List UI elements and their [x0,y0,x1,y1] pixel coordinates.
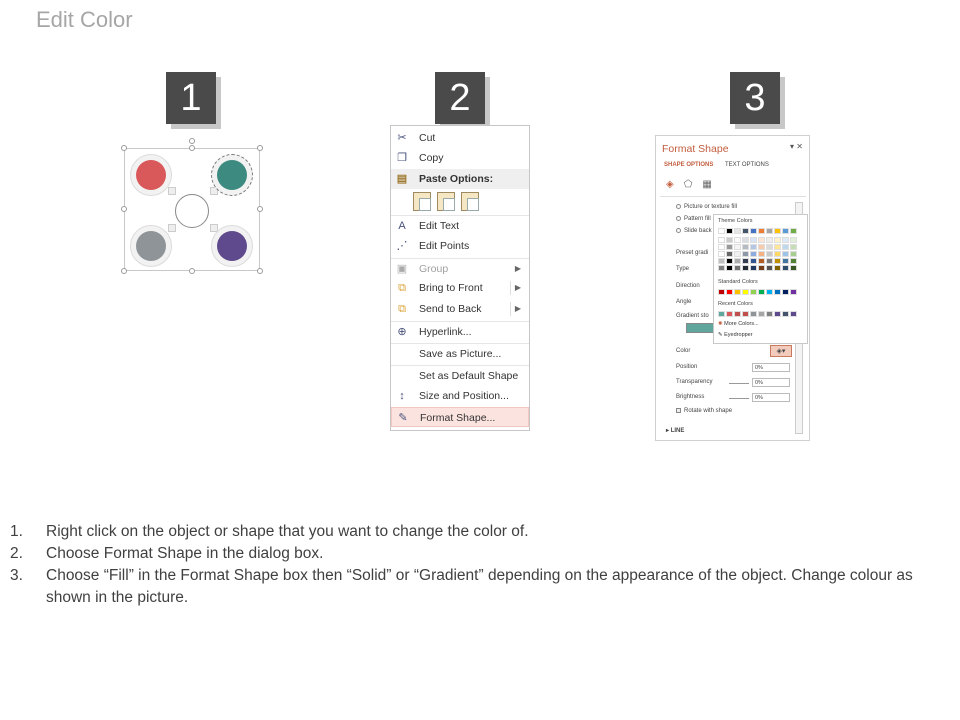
color-swatch[interactable] [718,258,725,264]
instructions-list [10,521,950,609]
paste-picture-icon[interactable] [461,192,479,211]
color-swatch[interactable] [742,244,749,250]
color-swatch[interactable] [782,251,789,257]
color-swatch[interactable] [774,289,781,295]
circle-shape-purple[interactable] [211,225,253,267]
color-swatch[interactable] [758,258,765,264]
position-field[interactable]: 0% [752,363,790,372]
color-swatch[interactable] [782,258,789,264]
color-swatch[interactable] [774,311,781,317]
color-swatch[interactable] [750,251,757,257]
color-swatch[interactable] [750,311,757,317]
color-swatch[interactable] [734,228,741,234]
color-swatch[interactable] [790,251,797,257]
eyedropper-icon: ✎ [718,332,725,338]
paste-destination-theme-icon[interactable] [437,192,455,211]
color-swatch[interactable] [782,311,789,317]
color-swatch[interactable] [734,289,741,295]
brightness-slider[interactable] [729,398,749,399]
menu-item-label: Copy [419,152,444,164]
list-number: 1. [10,523,23,540]
list-number: 2. [10,545,23,562]
color-swatch[interactable] [734,237,741,243]
color-swatch[interactable] [726,289,733,295]
divider [660,196,806,197]
scissors-icon: ✂ [397,132,407,144]
color-swatch[interactable] [726,228,733,234]
color-swatch[interactable] [766,258,773,264]
standard-color-row [718,289,797,295]
tab-shape-options[interactable]: SHAPE OPTIONS [664,162,714,168]
color-swatch[interactable] [734,258,741,264]
color-swatch[interactable] [758,228,765,234]
color-swatch[interactable] [742,228,749,234]
checkbox[interactable] [676,408,681,413]
theme-shade-row [718,265,797,271]
list-number: 3. [10,567,23,584]
resize-handle[interactable] [257,145,263,151]
circle-fill [136,160,166,190]
menu-item-label: Format Shape... [420,412,496,424]
menu-item-label: Bring to Front [419,282,483,294]
color-swatch[interactable] [742,251,749,257]
color-swatch[interactable] [790,244,797,250]
context-menu [390,125,530,431]
color-swatch[interactable] [766,237,773,243]
menu-item-hyperlink[interactable] [391,321,529,341]
split-divider [510,281,511,295]
color-swatch[interactable] [750,237,757,243]
menu-item-save-as-picture[interactable] [391,343,529,363]
eyedropper-link[interactable] [718,332,753,338]
color-swatch[interactable] [790,289,797,295]
edit-points-icon: ⋰ [396,240,408,252]
section-line[interactable] [666,427,684,434]
color-swatch[interactable] [742,237,749,243]
color-swatch[interactable] [758,237,765,243]
pane-icon-row [666,179,722,190]
recent-color-row [718,311,797,317]
menu-item-paste-options [391,169,529,189]
color-swatch[interactable] [790,228,797,234]
color-swatch[interactable] [758,289,765,295]
color-swatch[interactable] [726,311,733,317]
theme-shades-grid [718,237,797,272]
color-swatch[interactable] [726,237,733,243]
group-icon: ▣ [396,263,408,275]
color-swatch[interactable] [726,265,733,271]
size-position-icon: ↕ [399,390,405,402]
color-swatch[interactable] [766,289,773,295]
submenu-arrow-icon[interactable]: ▶ [514,304,521,313]
menu-item-group[interactable] [391,258,529,278]
label-type: Type [676,266,690,272]
menu-item-edit-text[interactable] [391,215,529,235]
more-colors-label: More Colors... [724,321,759,327]
format-shape-icon: ✎ [398,412,408,424]
connector-shape [168,224,176,232]
color-swatch[interactable] [774,251,781,257]
split-divider [510,302,511,316]
color-swatch[interactable] [790,237,797,243]
menu-item-label: Paste Options: [419,173,494,185]
menu-item-label: Hyperlink... [419,326,472,338]
color-swatch[interactable] [782,228,789,234]
theme-colors-label: Theme Colors [718,218,753,224]
size-properties-icon[interactable]: ▦ [702,179,712,190]
menu-item-label: Send to Back [419,303,482,315]
color-swatch[interactable] [766,251,773,257]
color-swatch[interactable] [750,265,757,271]
radio-button[interactable] [676,204,681,209]
option-rotate-with-shape[interactable] [676,408,732,414]
center-circle-shape[interactable] [175,194,209,228]
color-swatch[interactable] [718,311,725,317]
list-item [10,543,950,565]
color-swatch[interactable] [782,237,789,243]
color-swatch[interactable] [742,289,749,295]
transparency-slider[interactable] [729,383,749,384]
list-text: Choose “Fill” in the Format Shape box then “Solid” or “Gradient” depending on the appearance of the object. Change colour as shown in the picture. [46,567,913,606]
radio-button[interactable] [676,228,681,233]
circle-fill [136,231,166,261]
color-swatch[interactable] [774,258,781,264]
resize-handle[interactable] [121,268,127,274]
color-swatch[interactable] [734,311,741,317]
resize-handle[interactable] [257,206,263,212]
hyperlink-icon: ⊕ [397,326,407,338]
menu-item-label: Cut [419,132,436,144]
color-swatch[interactable] [758,311,765,317]
color-swatch[interactable] [758,244,765,250]
color-wheel-icon: ✺ [718,321,725,327]
standard-colors-label: Standard Colors [718,279,758,285]
slide-title: Edit Color [36,7,133,32]
section-label: LINE [670,428,685,434]
menu-item-send-to-back[interactable] [391,299,529,319]
menu-item-size-and-position[interactable] [391,386,529,406]
circle-shape-teal[interactable] [211,154,253,196]
menu-item-label: Set as Default Shape [419,370,519,382]
selected-shape-group[interactable] [124,148,260,271]
menu-item-label: Group [419,263,449,275]
theme-color-row [718,228,797,234]
transparency-field[interactable]: 0% [752,378,790,387]
color-swatch[interactable] [774,237,781,243]
option-pattern-fill[interactable] [676,216,711,222]
color-swatch[interactable] [750,228,757,234]
paste-options-row [413,192,503,212]
menu-item-label: Save as Picture... [419,348,502,360]
color-swatch[interactable] [790,265,797,271]
color-swatch[interactable] [758,251,765,257]
color-swatch[interactable] [718,251,725,257]
paste-icon: ▤ [396,173,408,185]
theme-shade-row [718,244,797,250]
color-swatch[interactable] [726,258,733,264]
menu-item-edit-points[interactable] [391,236,529,256]
menu-item-copy[interactable] [391,148,529,168]
color-swatch[interactable] [718,228,725,234]
fill-line-icon[interactable]: ◈ [666,179,674,190]
option-picture-fill[interactable] [676,204,737,210]
pane-title: Format Shape [662,143,729,155]
circle-shape-gray[interactable] [130,225,172,267]
theme-shade-row [718,237,797,243]
color-swatch[interactable] [742,258,749,264]
label-brightness: Brightness [676,394,705,400]
color-swatch[interactable] [750,244,757,250]
color-swatch[interactable] [782,265,789,271]
color-swatch[interactable] [782,289,789,295]
label-gradient-stops: Gradient sto [676,313,709,319]
menu-item-bring-to-front[interactable] [391,278,529,298]
label-color: Color [676,348,691,354]
tab-text-options[interactable]: TEXT OPTIONS [725,162,769,168]
list-item [10,565,950,609]
list-text: Right click on the object or shape that you want to change the color of. [46,523,529,540]
color-swatch[interactable] [734,251,741,257]
brightness-field[interactable]: 0% [752,393,790,402]
color-palette-dropdown [713,214,808,344]
list-item [10,521,950,543]
color-swatch[interactable] [790,311,797,317]
color-swatch[interactable] [742,265,749,271]
option-slide-background[interactable] [676,228,712,234]
paste-keep-formatting-icon[interactable] [413,192,431,211]
step-number-3: 3 [730,72,780,124]
step-number-1: 1 [166,72,216,124]
color-swatch[interactable] [790,258,797,264]
option-label: Rotate with shape [684,408,733,415]
color-swatch[interactable] [774,244,781,250]
submenu-arrow-icon: ▶ [514,264,521,273]
bring-to-front-icon: ⧉ [398,282,406,294]
color-swatch[interactable] [774,265,781,271]
color-swatch[interactable] [718,289,725,295]
option-label: Slide back [684,228,712,235]
color-swatch[interactable] [766,265,773,271]
radio-button[interactable] [676,216,681,221]
recent-colors-label: Recent Colors [718,301,753,307]
color-swatch[interactable] [758,265,765,271]
eyedropper-label: Eyedropper [724,332,753,338]
color-swatch[interactable] [782,244,789,250]
color-swatch[interactable] [766,228,773,234]
color-swatch[interactable] [718,237,725,243]
connector-shape [168,187,176,195]
resize-handle[interactable] [121,145,127,151]
menu-item-label: Size and Position... [419,390,509,402]
send-to-back-icon: ⧉ [398,303,406,315]
edit-text-icon: A [398,220,406,232]
menu-item-format-shape[interactable] [391,407,529,427]
color-swatch[interactable] [766,244,773,250]
label-angle: Angle [676,299,692,305]
color-picker-button[interactable]: ◈▾ [770,345,792,357]
resize-handle[interactable] [257,268,263,274]
pane-close-icon[interactable]: ▾ ✕ [790,142,803,151]
effects-icon[interactable]: ⬠ [683,179,693,190]
color-swatch[interactable] [742,311,749,317]
theme-shade-row [718,258,797,264]
color-swatch[interactable] [718,244,725,250]
color-swatch[interactable] [750,289,757,295]
label-position: Position [676,364,698,370]
color-swatch[interactable] [726,244,733,250]
circle-fill [217,231,247,261]
menu-item-label: Edit Text [419,220,460,232]
color-swatch[interactable] [726,251,733,257]
label-transparency: Transparency [676,379,713,385]
chevron-right-icon: ▸ [666,428,671,434]
label-direction: Direction [676,283,700,289]
menu-item-label: Edit Points [419,240,470,252]
color-swatch[interactable] [734,265,741,271]
copy-icon: ❐ [397,152,407,164]
step-number-2: 2 [435,72,485,124]
resize-handle[interactable] [189,145,195,151]
resize-handle[interactable] [189,268,195,274]
color-swatch[interactable] [718,265,725,271]
option-label: Picture or texture fill [684,204,738,211]
submenu-arrow-icon[interactable]: ▶ [514,283,521,292]
menu-item-set-default-shape[interactable] [391,365,529,385]
label-preset-gradients: Preset gradi [676,250,709,256]
list-text: Choose Format Shape in the dialog box. [46,545,324,562]
menu-item-cut[interactable] [391,128,529,148]
color-swatch[interactable] [750,258,757,264]
more-colors-link[interactable] [718,321,759,327]
resize-handle[interactable] [121,206,127,212]
rotate-handle[interactable] [189,138,195,144]
theme-shade-row [718,251,797,257]
circle-fill [217,160,247,190]
color-swatch[interactable] [774,228,781,234]
circle-shape-red[interactable] [130,154,172,196]
color-swatch[interactable] [766,311,773,317]
color-swatch[interactable] [734,244,741,250]
option-label: Pattern fill [684,216,711,223]
